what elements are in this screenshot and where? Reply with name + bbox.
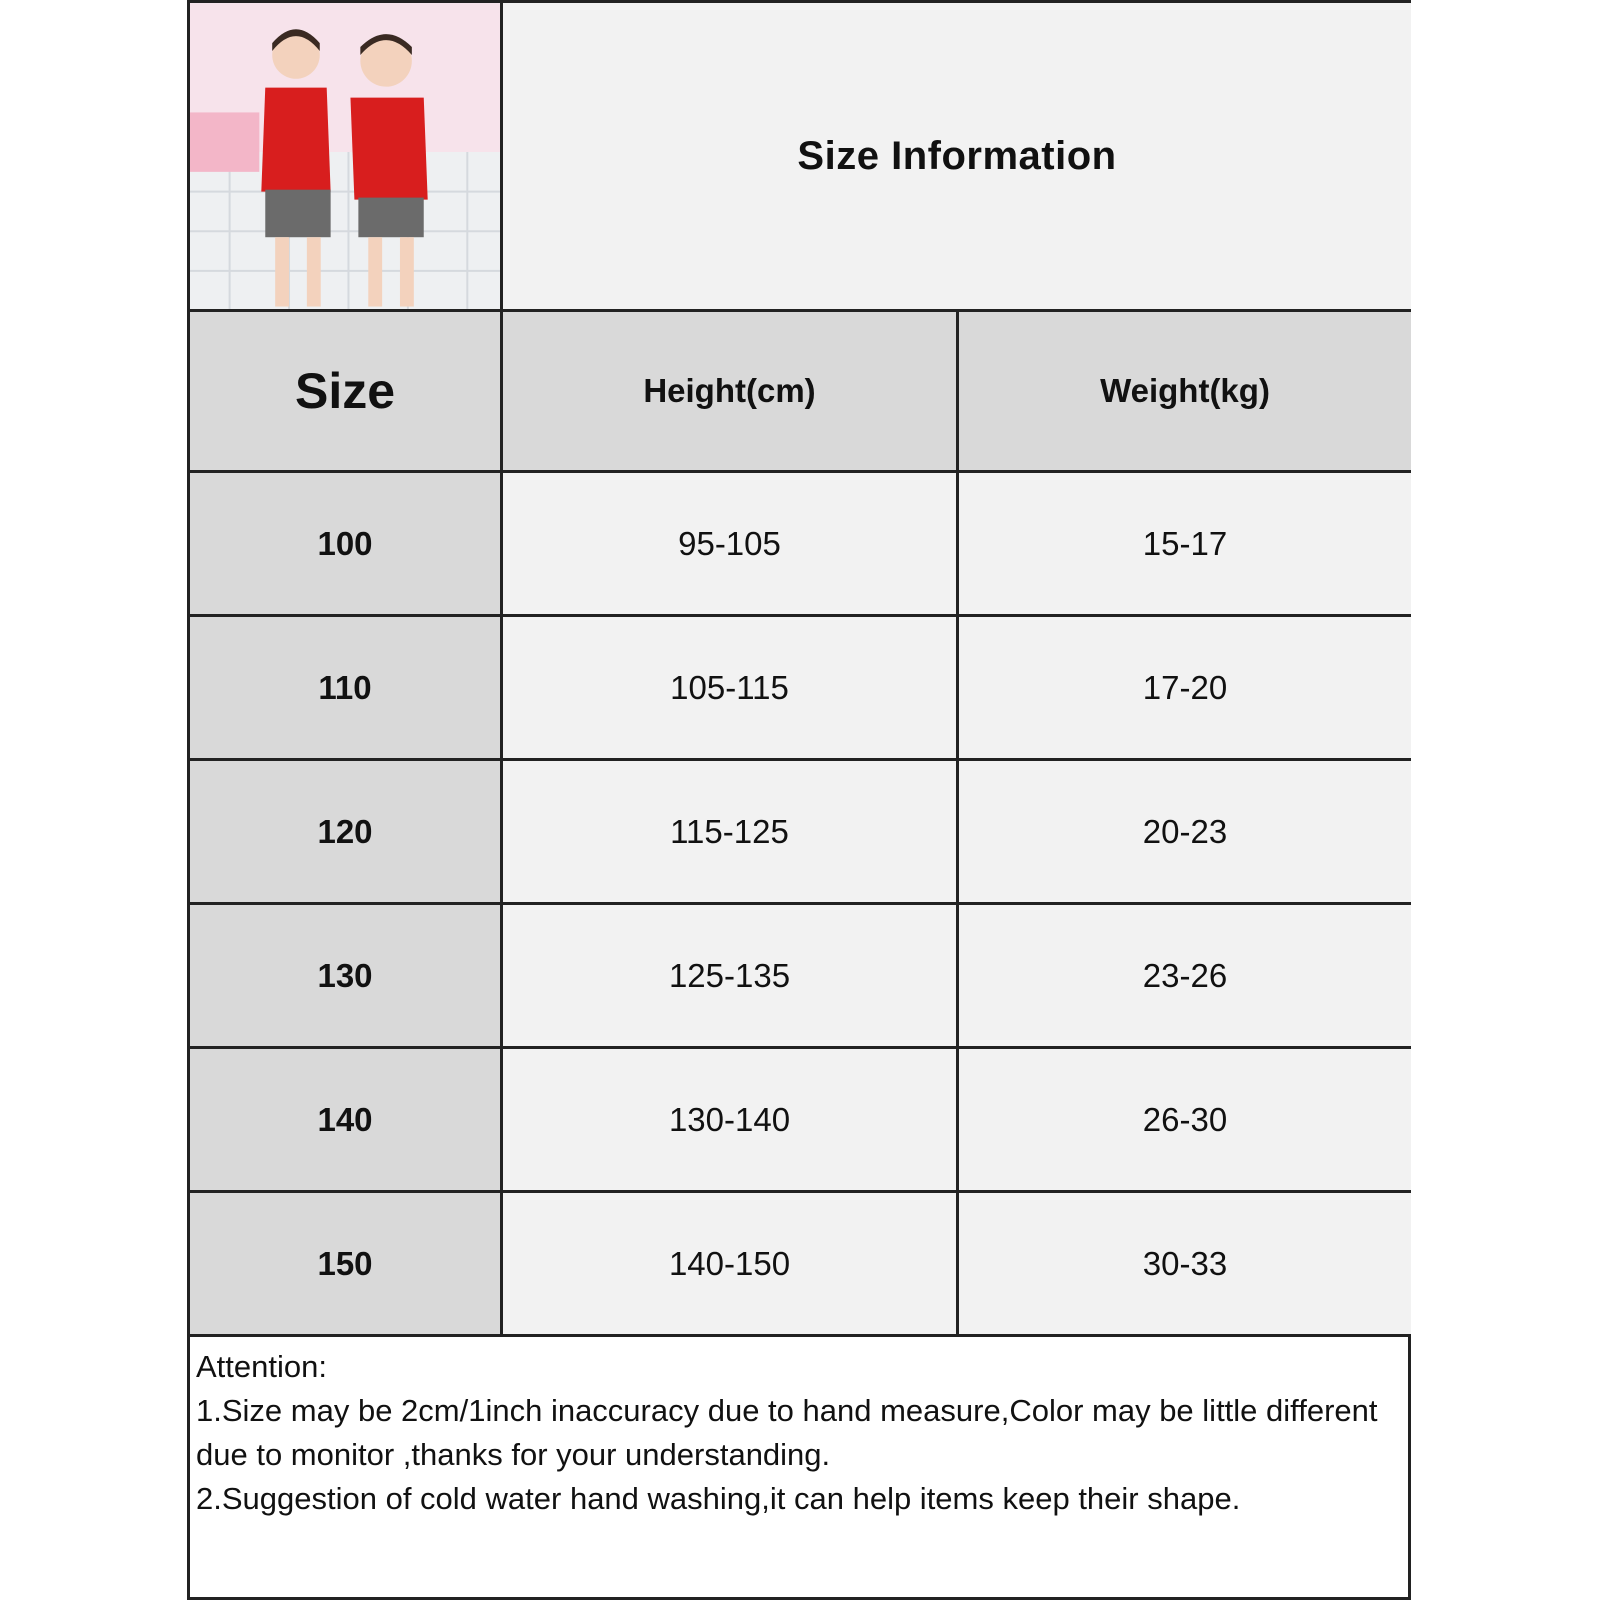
size-cell: 110 <box>190 617 503 761</box>
size-cell: 140 <box>190 1049 503 1193</box>
weight-cell: 30-33 <box>959 1193 1411 1337</box>
notes-heading: Attention: <box>196 1349 327 1384</box>
notes-line-1: 1.Size may be 2cm/1inch inaccuracy due to hand measure,Color may be little different due to monitor ,thanks for your understanding. <box>196 1393 1378 1472</box>
height-cell: 125-135 <box>503 905 959 1049</box>
size-cell: 150 <box>190 1193 503 1337</box>
header-weight: Weight(kg) <box>959 312 1411 473</box>
size-cell: 120 <box>190 761 503 905</box>
size-cell: 130 <box>190 905 503 1049</box>
height-cell: 115-125 <box>503 761 959 905</box>
weight-cell: 23-26 <box>959 905 1411 1049</box>
height-cell: 140-150 <box>503 1193 959 1337</box>
size-cell: 100 <box>190 473 503 617</box>
weight-cell: 26-30 <box>959 1049 1411 1193</box>
height-cell: 130-140 <box>503 1049 959 1193</box>
chart-title-cell <box>503 3 1411 312</box>
notes-line-2: 2.Suggestion of cold water hand washing,it can help items keep their shape. <box>196 1481 1241 1516</box>
size-chart <box>187 0 1411 1600</box>
height-cell: 95-105 <box>503 473 959 617</box>
attention-notes <box>190 1341 1408 1525</box>
weight-cell: 17-20 <box>959 617 1411 761</box>
weight-cell: 20-23 <box>959 761 1411 905</box>
weight-cell: 15-17 <box>959 473 1411 617</box>
header-size: Size <box>190 312 503 473</box>
kids-photo-illustration <box>190 3 500 311</box>
height-cell: 105-115 <box>503 617 959 761</box>
header-height: Height(cm) <box>503 312 959 473</box>
chart-title: Size Information <box>797 133 1117 178</box>
product-photo <box>190 3 503 312</box>
